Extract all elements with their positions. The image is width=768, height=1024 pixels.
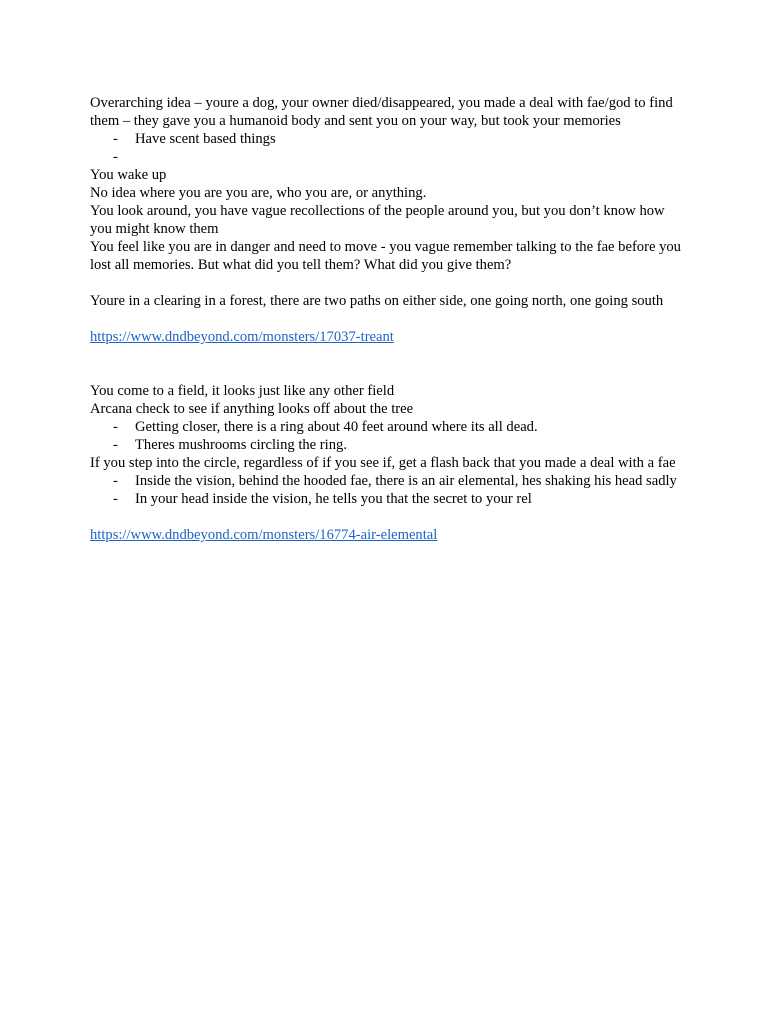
blank-line <box>90 274 690 292</box>
list-item <box>90 490 690 508</box>
bullet-dash: - <box>113 491 118 507</box>
vision-bullet-list <box>90 472 690 508</box>
list-item <box>90 418 690 436</box>
wake-line-2: No idea where you are you are, who you are, or anything. <box>90 185 427 201</box>
blank-line <box>90 508 690 526</box>
blank-line <box>90 148 690 166</box>
list-item-text: In your head inside the vision, he tells you that the secret to your rel <box>135 491 532 507</box>
list-item <box>90 472 690 490</box>
list-item <box>90 436 690 454</box>
field-line-1: You come to a field, it looks just like any other field <box>90 383 395 399</box>
list-item-text: Theres mushrooms circling the ring. <box>135 437 347 453</box>
bullet-dash: - <box>113 149 118 165</box>
clearing-paragraph: Youre in a clearing in a forest, there are two paths on either side, one going north, one going south <box>90 293 664 309</box>
list-item-text: Getting closer, there is a ring about 40 feet around where its all dead. <box>135 419 538 435</box>
air-elemental-link[interactable]: https://www.dndbeyond.com/monsters/16774-air-elemental <box>90 527 438 543</box>
field-line-2: Arcana check to see if anything looks off about the tree <box>90 401 414 417</box>
treant-link[interactable]: https://www.dndbeyond.com/monsters/17037-treant <box>90 329 394 345</box>
blank-line <box>90 310 690 328</box>
list-item-text: Inside the vision, behind the hooded fae, there is an air elemental, hes shaking his head sadly <box>135 473 677 489</box>
field-bullet-list <box>90 418 690 454</box>
bullet-dash: - <box>113 473 118 489</box>
list-item-text: Have scent based things <box>135 131 276 147</box>
wake-line-1: You wake up <box>90 167 167 183</box>
blank-line <box>90 346 690 364</box>
air-elemental-link-line <box>90 526 690 544</box>
bullet-dash: - <box>113 437 118 453</box>
blank-line <box>90 364 690 382</box>
intro-bullet-list <box>90 130 690 165</box>
wake-line-3: You look around, you have vague recollections of the people around you, but you don’t know how you might know them <box>90 203 665 237</box>
treant-link-line <box>90 328 690 346</box>
field-line-3: If you step into the circle, regardless of if you see if, get a flash back that you made a deal with a fae <box>90 455 676 471</box>
list-item <box>90 130 690 148</box>
bullet-dash: - <box>113 131 118 147</box>
document-page <box>90 94 690 544</box>
wake-line-4: You feel like you are in danger and need to move - you vague remember talking to the fae before you lost all memories. But what did you tell them? What did you give them? <box>90 239 681 273</box>
bullet-dash: - <box>113 419 118 435</box>
intro-paragraph: Overarching idea – youre a dog, your owner died/disappeared, you made a deal with fae/god to find them – they gave you a humanoid body and sent you on your way, but took your memories <box>90 95 673 129</box>
